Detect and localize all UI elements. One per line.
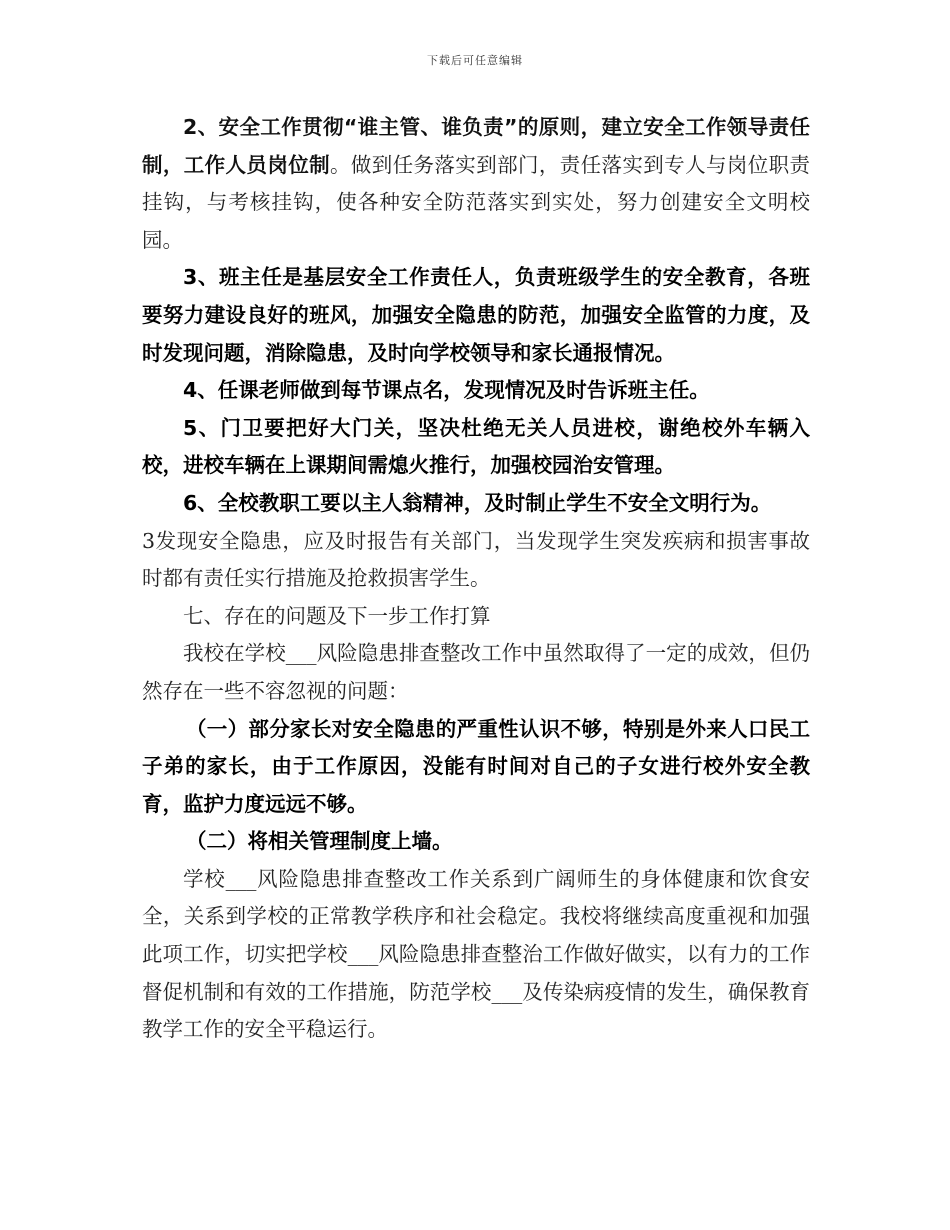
paragraph-responsibility-system xyxy=(142,109,810,259)
paragraph-teacher-rollcall: 4、任课老师做到每节课点名，发现情况及时告诉班主任。 xyxy=(183,378,710,403)
paragraph-gatekeeper: 5、门卫要把好大门关，坚决杜绝无关人员进校，谢绝校外车辆入校，进校车辆在上课期间需熄火推行，加强校园治安管理。 xyxy=(142,415,810,478)
paragraph-conclusion: 学校___风险隐患排查整改工作关系到广阔师生的身体健康和饮食安全，关系到学校的正常教学秩序和社会稳定。我校将继续高度重视和加强此项工作，切实把学校___风险隐患排查整治工作做好做实，以有力的工作督促机制和有效的工作措施，防范学校___及传染病疫情的发生，确保教育教学工作的安全平稳运行。 xyxy=(142,866,810,1042)
paragraph-achievements: 我校在学校___风险隐患排查整改工作中虽然取得了一定的成效，但仍然存在一些不容忽视的问题： xyxy=(142,641,810,703)
paragraph-problem-one: （一）部分家长对安全隐患的严重性认识不够，特别是外来人口民工子弟的家长，由于工作原因，没能有时间对自己的子女进行校外安全教育，监护力度远远不够。 xyxy=(142,716,810,816)
paragraph-head-teacher: 3、班主任是基层安全工作责任人，负责班级学生的安全教育，各班要努力建设良好的班风，加强安全隐患的防范，加强安全监管的力度，及时发现问题，消除隐患，及时向学校领导和家长通报情况。 xyxy=(142,265,810,365)
paragraph-staff-spirit: 6、全校教职工要以主人翁精神，及时制止学生不安全文明行为。 xyxy=(183,490,772,515)
paragraph-report-hazards: 3发现安全隐患，应及时报告有关部门，当发现学生突发疾病和损害事故时都有责任实行措施及抢救损害学生。 xyxy=(142,528,810,591)
document-body xyxy=(142,109,810,1049)
page-header: 下载后可任意编辑 xyxy=(427,54,523,67)
paragraph-normal-continuation: 。做到任务落实到部门，责任落实到专人与岗位职责挂钩，与考核挂钩，使各种安全防范落实到实处，努力创建安全文明校园。 xyxy=(142,152,810,252)
paragraph-bold-lead: 2、安全工作贯彻“谁主管、谁负责”的原则，建立安全工作领导责任制，工作人员岗位制 xyxy=(142,115,810,177)
section-heading-problems: 七、存在的问题及下一步工作打算 xyxy=(183,603,491,628)
paragraph-problem-two: （二）将相关管理制度上墙。 xyxy=(186,829,453,854)
